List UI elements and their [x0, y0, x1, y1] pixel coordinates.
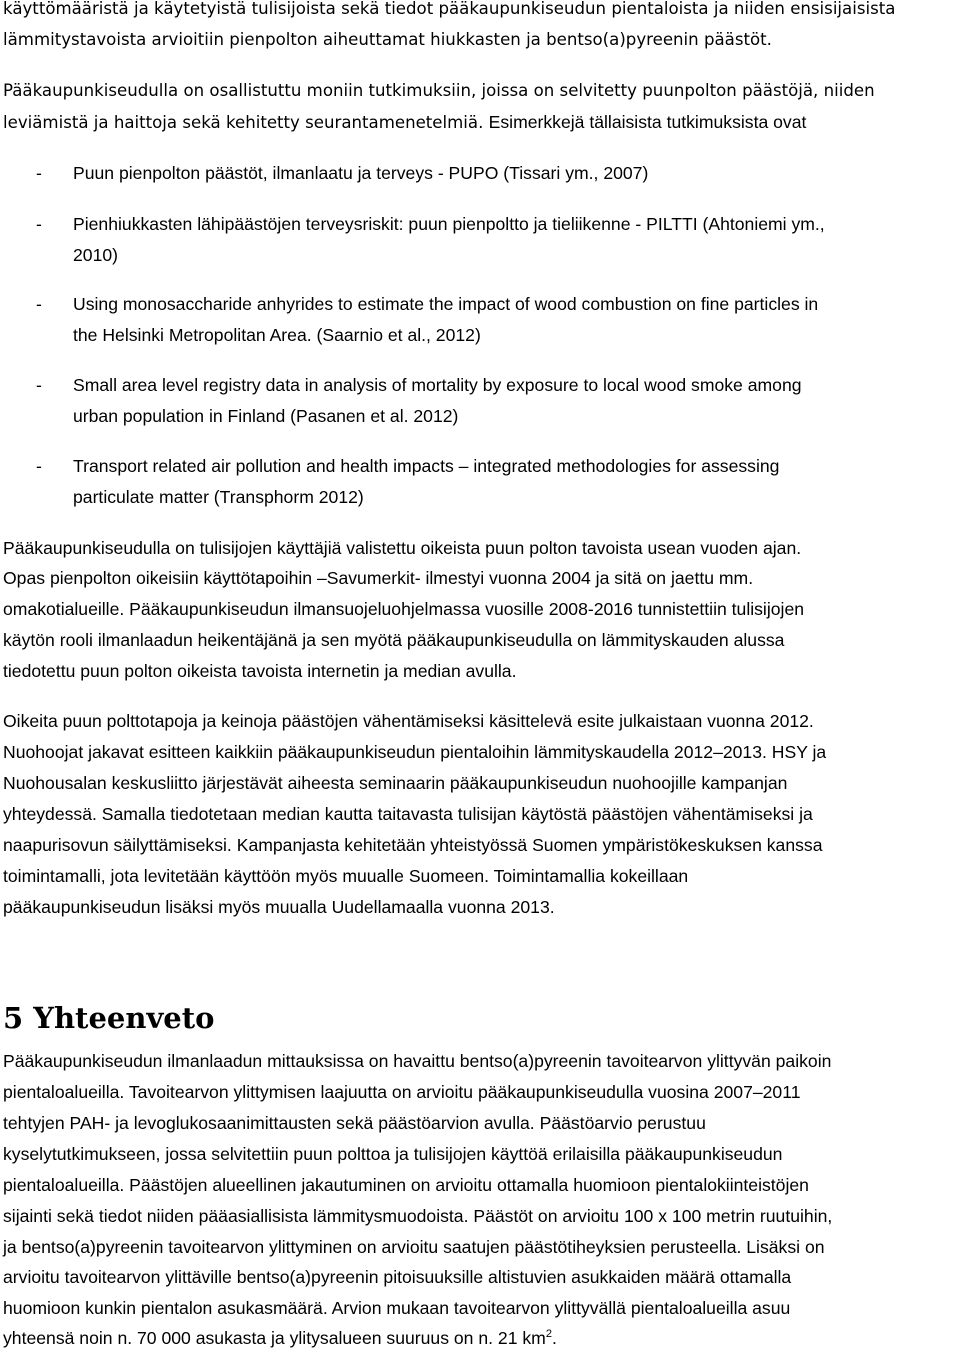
summary-line: Pääkaupunkiseudun ilmanlaadun mittauksissa on havaittu bentso(a)pyreenin tavoitearvon ylittyvän paikoin [3, 1051, 832, 1071]
campaign-line: Nuohoojat jakavat esitteen kaikkiin pääkaupunkiseudun pientaloihin lämmityskaudella 2012–2013. HSY ja [3, 742, 827, 762]
guidance-line: Pääkaupunkiseudulla on tulisijojen käyttäjiä valistettu oikeista puun polton tavoista usean vuoden ajan. [3, 538, 802, 558]
campaign-line: Nuohousalan keskusliitto järjestävät aiheesta seminaarin pääkaupunkiseudun nuohoojille kampanjan [3, 773, 788, 793]
research-line: Pääkaupunkiseudulla on osallistuttu moniin tutkimuksiin, joissa on selvitetty puunpolton päästöjä, niiden [3, 81, 875, 100]
list-item-line: urban population in Finland (Pasanen et al. 2012) [73, 406, 459, 426]
research-line-part: Esimerkkejä tällaisista tutkimuksista ovat [488, 112, 807, 132]
intro-line: käyttömääristä ja käytetyistä tulisijoista sekä tiedot pääkaupunkiseudun pientaloista ja niiden ensisijaisista [3, 0, 896, 18]
summary-line: ja bentso(a)pyreenin tavoitearvon ylittyminen on arvioitu saatujen päästötiheyksien perusteella. Lisäksi on [3, 1237, 825, 1257]
campaign-line: Oikeita puun polttotapoja ja keinoja päästöjen vähentämiseksi käsittelevä esite julkaistaan vuonna 2012. [3, 711, 814, 731]
campaign-line: yhteydessä. Samalla tiedotetaan median kautta taitavasta tulisijan käytöstä päästöjen vähentämiseksi ja [3, 804, 813, 824]
summary-last-period: . [551, 1328, 557, 1348]
list-item-line: Using monosaccharide anhyrides to estimate the impact of wood combustion on fine particles in [73, 294, 819, 314]
list-item-line: Pienhiukkasten lähipäästöjen terveysriskit: puun pienpoltto ja tieliikenne - PILTTI (Ahtoniemi ym., [73, 214, 825, 234]
guidance-line: omakotialueille. Pääkaupunkiseudun ilmansuojeluohjelmassa vuosille 2008-2016 tunnistettiin tulisijojen [3, 599, 805, 619]
list-item-line: Puun pienpolton päästöt, ilmanlaatu ja terveys - PUPO (Tissari ym., 2007) [73, 163, 649, 183]
guidance-line: Opas pienpolton oikeisiin käyttötapoihin –Savumerkit- ilmestyi vuonna 2004 ja sitä on jaettu mm. [3, 568, 754, 588]
summary-line: arvioitu tavoitearvon ylittäville bentso(a)pyreenin pitoisuuksille altistuvien asukkaiden määrä ottamalla [3, 1267, 792, 1287]
summary-last-text: yhteensä noin n. 70 000 asukasta ja ylitysalueen suuruus on n. 21 km [3, 1328, 546, 1348]
summary-line: huomioon kunkin pientalon asukasmäärä. Arvion mukaan tavoitearvon ylittyvällä pientaloalueilla asuu [3, 1298, 791, 1318]
list-item-line: Transport related air pollution and health impacts – integrated methodologies for assessing [73, 456, 780, 476]
list-dash: - [36, 375, 42, 395]
summary-line: kyselytutkimukseen, jossa selvitettiin puun polttoa ja tulisijojen käyttöä erilaisilla pääkaupunkiseudun [3, 1144, 783, 1164]
research-line [3, 111, 806, 133]
section-heading: 5 Yhteenveto [3, 1001, 215, 1035]
list-dash: - [36, 456, 42, 476]
summary-last-line [3, 1327, 557, 1349]
intro-line: lämmitystavoista arvioitiin pienpolton aiheuttamat hiukkasten ja bentso(a)pyreenin päästöt. [3, 30, 772, 49]
list-item-line: particulate matter (Transphorm 2012) [73, 487, 364, 507]
campaign-line: naapurisovun säilyttämiseksi. Kampanjasta kehitetään yhteistyössä Suomen ympäristökeskuksen kanssa [3, 835, 823, 855]
guidance-line: käytön rooli ilmanlaadun heikentäjänä ja sen myötä pääkaupunkiseudulla on lämmityskauden alussa [3, 630, 785, 650]
research-line-part: leviämistä ja haittoja sekä kehitetty seurantamenetelmiä. [3, 113, 484, 132]
list-item-line: the Helsinki Metropolitan Area. (Saarnio et al., 2012) [73, 325, 481, 345]
guidance-line: tiedotettu puun polton oikeista tavoista internetin ja median avulla. [3, 661, 517, 681]
summary-line: pientaloalueilla. Päästöjen alueellinen jakautuminen on arvioitu ottamalla huomioon pientalokiinteistöjen [3, 1175, 809, 1195]
superscript-two: 2 [545, 1328, 552, 1340]
summary-line: sijainti sekä tiedot niiden pääasiallisista lämmitysmuodoista. Päästöt on arvioitu 100 x 100 metrin ruutuihin, [3, 1206, 833, 1226]
list-item-line: 2010) [73, 245, 118, 265]
campaign-line: pääkaupunkiseudun lisäksi myös muualla Uudellamaalla vuonna 2013. [3, 897, 555, 917]
campaign-line: toimintamalli, jota levitetään käyttöön myös muualle Suomeen. Toimintamallia kokeillaan [3, 866, 689, 886]
list-dash: - [36, 163, 42, 183]
summary-line: pientaloalueilla. Tavoitearvon ylittymisen laajuutta on arvioitu pääkaupunkiseudulla vuosina 2007–2011 [3, 1082, 801, 1102]
list-dash: - [36, 214, 42, 234]
list-item-line: Small area level registry data in analysis of mortality by exposure to local wood smoke among [73, 375, 802, 395]
summary-line: tehtyjen PAH- ja levoglukosaanimittausten sekä päästöarvion avulla. Päästöarvio perustuu [3, 1113, 706, 1133]
list-dash: - [36, 294, 42, 314]
